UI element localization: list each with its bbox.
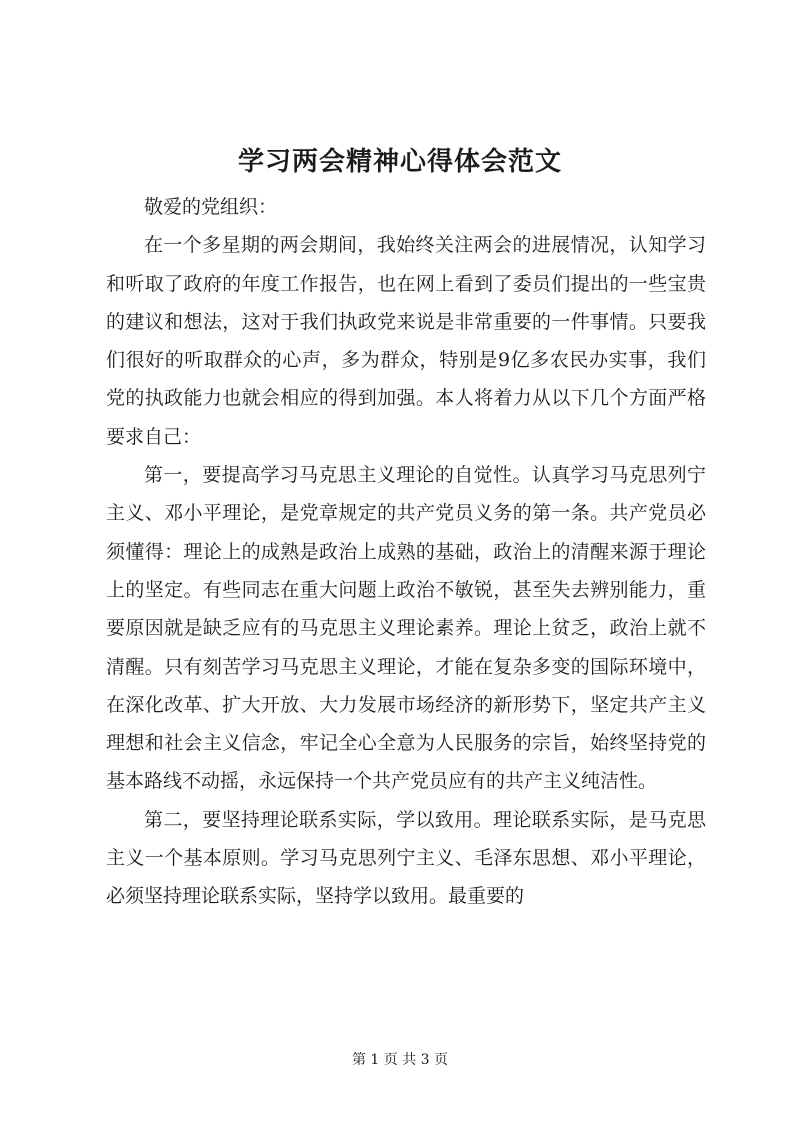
page-number-footer: 第 1 页 共 3 页 xyxy=(351,1052,449,1068)
document-title: 学习两会精神心得体会范文 xyxy=(237,147,562,177)
paragraph-intro: 在一个多星期的两会期间，我始终关注两会的进展情况，认知学习和听取了政府的年度工作报告，也在网上看到了委员们提出的一些宝贵的建议和想法，这对于我们执政党来说是非常重要的一件事情。只要我们很好的听取群众的心声，多为群众，特别是9亿多农民办实事，我们党的执政能力也就会相应的得到加强。本人将着力从以下几个方面严格要求自己： xyxy=(106,234,706,448)
document-body xyxy=(106,188,706,916)
paragraph-second-point: 第二，要坚持理论联系实际，学以致用。理论联系实际，是马克思主义一个基本原则。学习马克思列宁主义、毛泽东思想、邓小平理论，必须坚持理论联系实际，坚持学以致用。最重要的 xyxy=(106,808,706,908)
paragraph-first-point: 第一，要提高学习马克思主义理论的自觉性。认真学习马克思列宁主义、邓小平理论，是党章规定的共产党员义务的第一条。共产党员必须懂得：理论上的成熟是政治上成熟的基础，政治上的清醒来源于理论上的坚定。有些同志在重大问题上政治不敏锐，甚至失去辨别能力，重要原因就是缺乏应有的马克思主义理论素养。理论上贫乏，政治上就不清醒。只有刻苦学习马克思主义理论，才能在复杂多变的国际环境中，在深化改革、扩大开放、大力发展市场经济的新形势下，坚定共产主义理想和社会主义信念，牢记全心全意为人民服务的宗旨，始终坚持党的基本路线不动摇，永远保持一个共产党员应有的共产主义纯洁性。 xyxy=(106,464,706,793)
salutation: 敬爱的党组织： xyxy=(144,196,278,218)
